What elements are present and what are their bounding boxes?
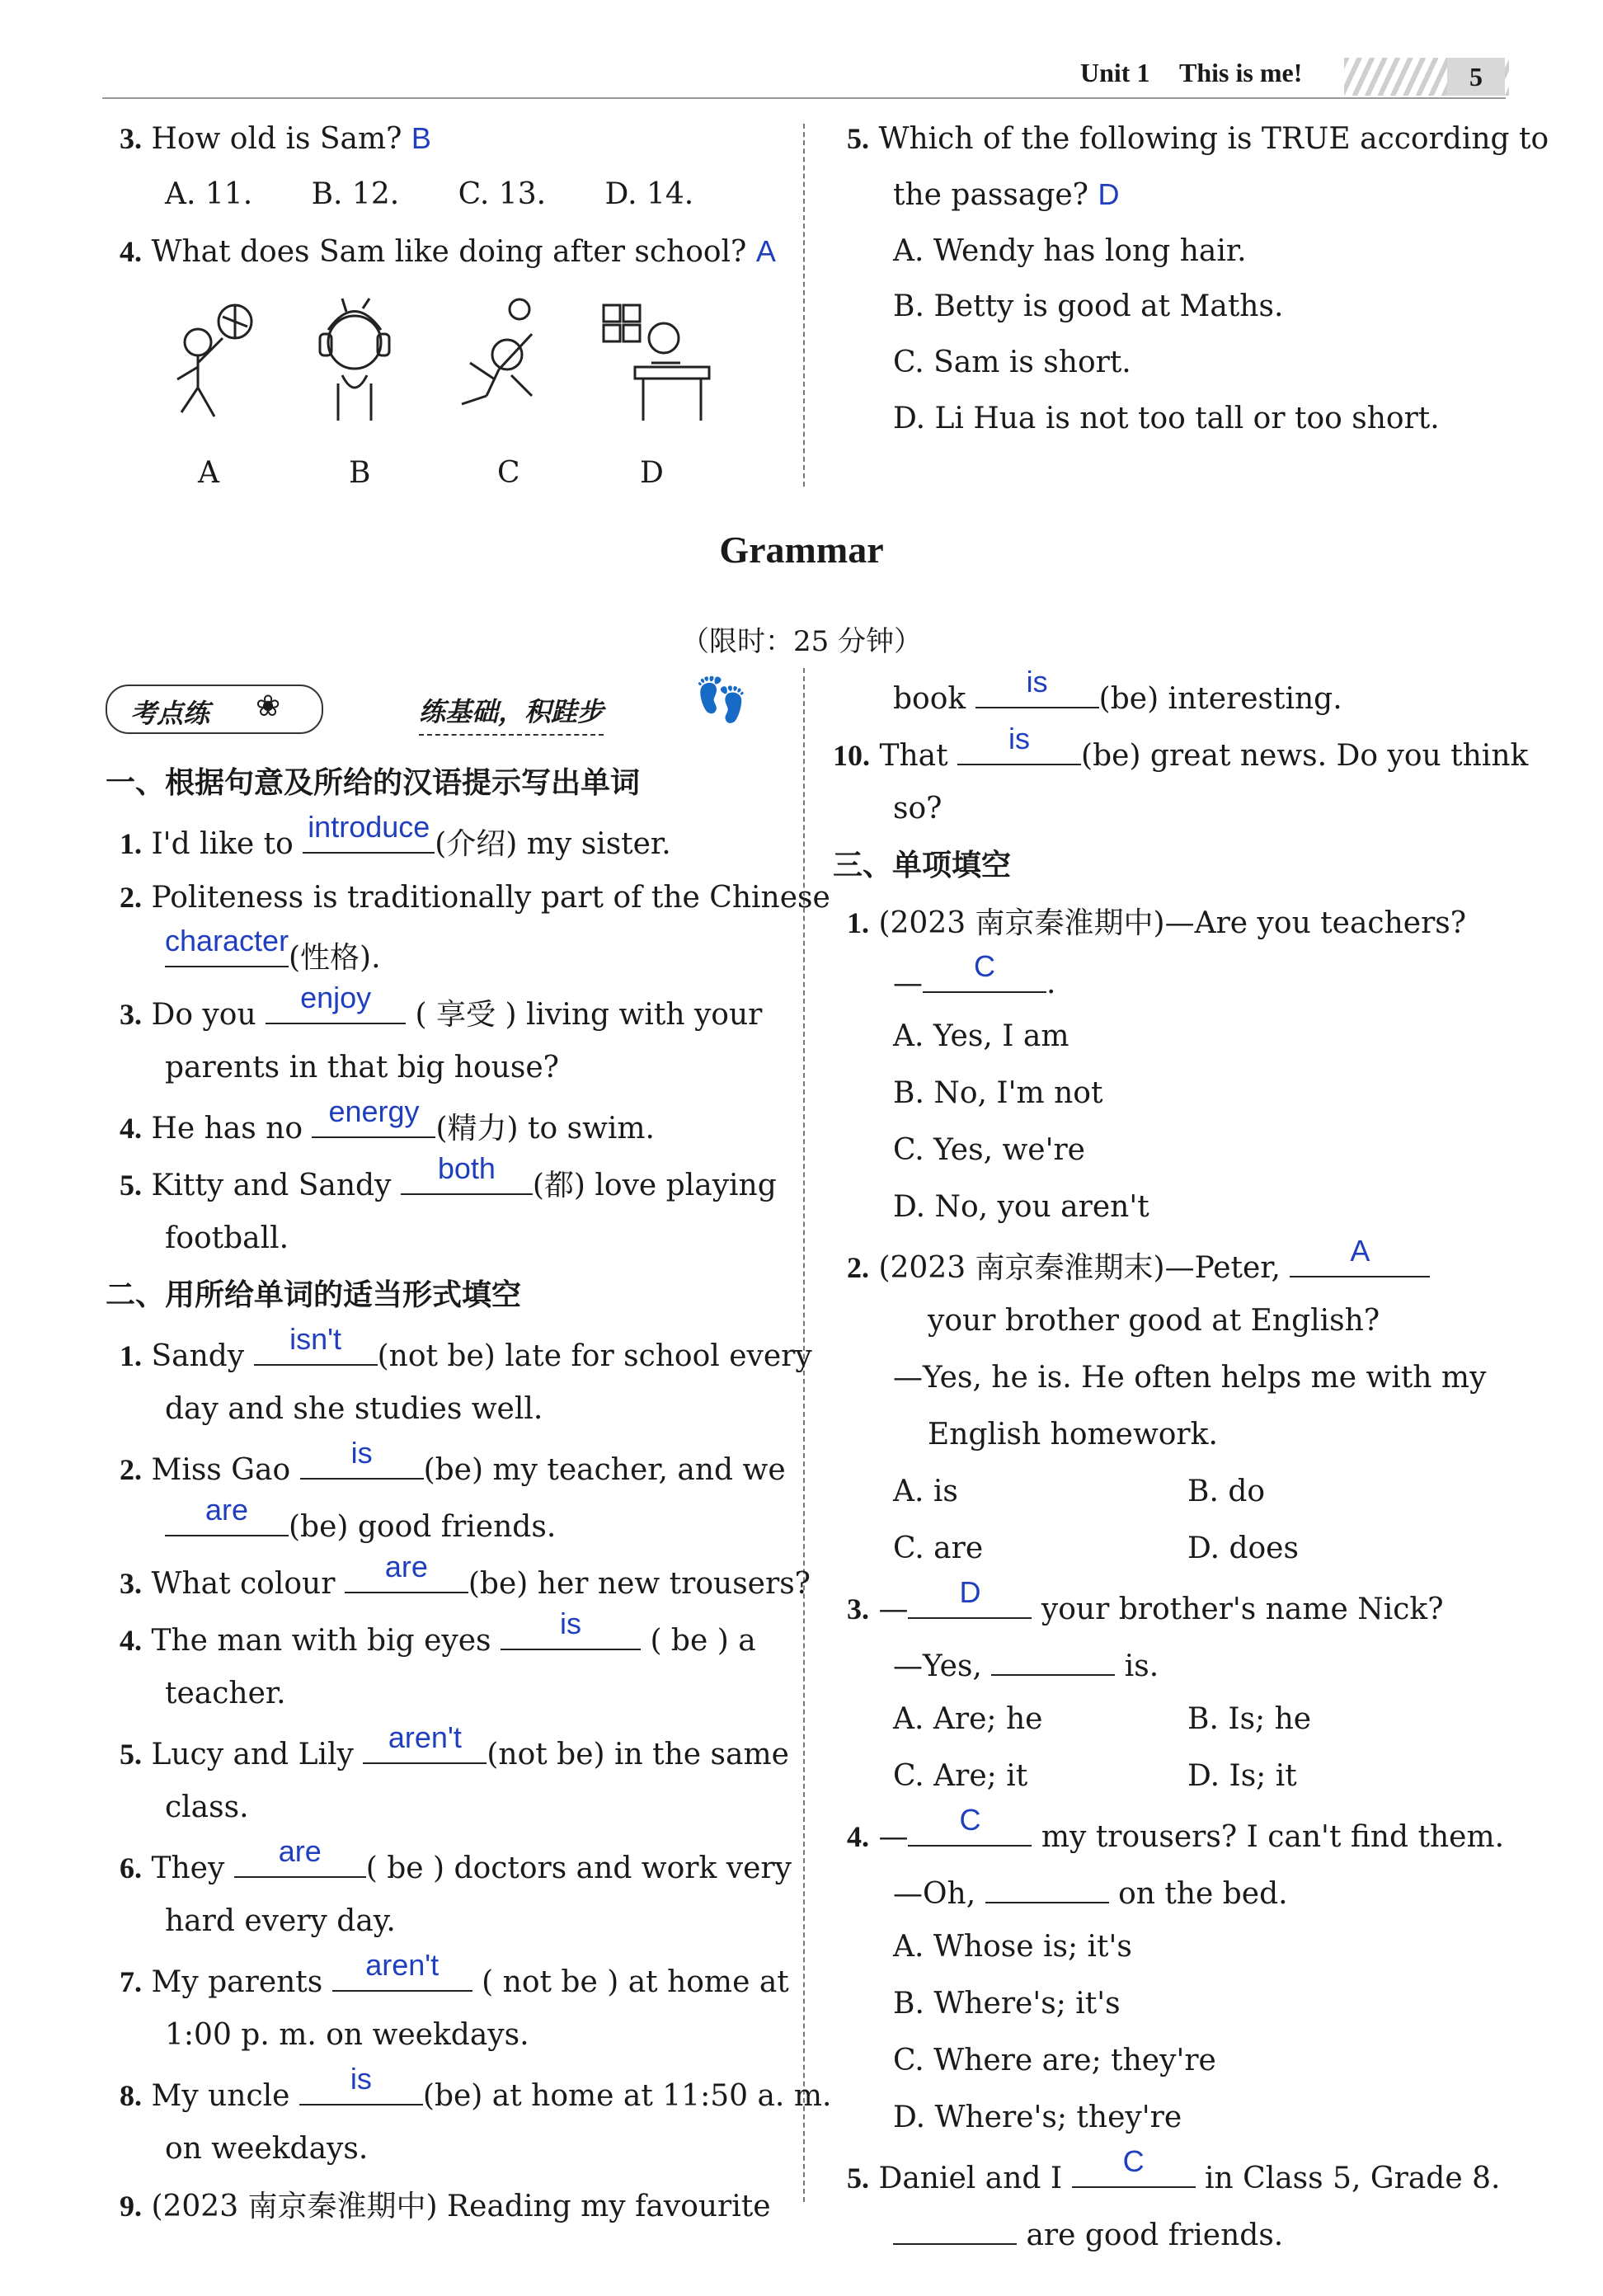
answer-blank[interactable]: C xyxy=(923,962,1046,993)
reading-q5-option-c: C. Sam is short. xyxy=(893,346,1131,379)
part3-heading: 三、单项填空 xyxy=(833,849,1012,882)
p1-item-5-line2: football. xyxy=(165,1221,289,1255)
p1-item-3-line2: parents in that big house? xyxy=(165,1051,559,1084)
page-number: 5 xyxy=(1447,58,1505,96)
p3-item-2-line4: English homework. xyxy=(928,1418,1218,1451)
p3-item-2-line2: your brother good at English? xyxy=(928,1304,1380,1338)
p2-item-4-line2: teacher. xyxy=(165,1677,286,1710)
football-boy-picture xyxy=(462,299,532,404)
answer-blank[interactable] xyxy=(991,1644,1115,1676)
p2-item-10: 10. That is (be) great news. Do you think xyxy=(833,722,1529,773)
answer-blank[interactable]: A xyxy=(1290,1246,1430,1277)
pic-label-c: C xyxy=(497,456,520,490)
part1-heading: 一、根据句意及所给的汉语提示写出单词 xyxy=(106,766,641,800)
answer-blank[interactable]: introduce xyxy=(303,822,435,854)
p3-item-2-options-ab: A. is xyxy=(893,1475,958,1508)
p1-item-3: 3. Do you enjoy ( 享受 ) living with your xyxy=(120,981,763,1032)
p3-item-4-option-b: B. Where's; it's xyxy=(893,1987,1121,2021)
p3-item-2-option-c: C. are xyxy=(893,1531,984,1565)
p2-item-1: 1. Sandy isn't (not be) late for school every xyxy=(120,1322,812,1373)
reading-q5-line2: the passage? D xyxy=(893,177,1120,212)
practice-badge xyxy=(106,685,323,734)
p3-item-1-option-a: A. Yes, I am xyxy=(893,1019,1069,1053)
column-divider-top xyxy=(803,124,805,487)
p3-item-3-option-b: B. Is; he xyxy=(1187,1702,1312,1736)
p3-item-2-option-d: D. does xyxy=(1187,1531,1299,1565)
reading-q5-option-b: B. Betty is good at Maths. xyxy=(893,289,1284,323)
p2-item-9-line2: book is (be) interesting. xyxy=(893,665,1342,716)
answer-blank[interactable]: C xyxy=(1072,2157,1196,2188)
p3-item-4-option-d: D. Where's; they're xyxy=(893,2101,1182,2134)
answer-blank[interactable]: is xyxy=(501,1619,641,1650)
p3-item-5-line2: are good friends. xyxy=(893,2214,1283,2254)
unit-title: This is me! xyxy=(1179,58,1303,87)
p2-item-2: 2. Miss Gao is (be) my teacher, and we xyxy=(120,1436,786,1487)
flower-icon: ❀ xyxy=(256,689,281,723)
p3-item-4: 4. — C my trousers? I can't find them. xyxy=(847,1803,1505,1854)
p3-item-1-line2: — C . xyxy=(893,949,1056,1000)
studying-boy-picture xyxy=(604,305,709,421)
answer-blank[interactable] xyxy=(985,1872,1109,1903)
p3-item-1-option-b: B. No, I'm not xyxy=(893,1076,1103,1110)
p2-item-10-line2: so? xyxy=(893,792,943,826)
reading-q5: 5. Which of the following is TRUE according to xyxy=(847,122,1549,156)
footprint-icon: 👣 xyxy=(694,675,748,725)
answer: D xyxy=(1098,177,1120,211)
header-rule xyxy=(102,97,1506,99)
p3-item-3-option-a: A. Are; he xyxy=(893,1702,1043,1736)
reading-q4-pictures xyxy=(157,297,717,429)
time-limit: （限时：25 分钟） xyxy=(680,625,923,658)
p2-item-8: 8. My uncle is (be) at home at 11:50 a. m. xyxy=(120,2062,832,2113)
pic-label-a: A xyxy=(198,456,219,490)
answer-blank[interactable]: D xyxy=(908,1588,1032,1619)
answer-blank[interactable]: aren't xyxy=(363,1733,487,1764)
p2-item-2-line2: are (be) good friends. xyxy=(165,1505,556,1546)
p1-item-5: 5. Kitty and Sandy both (都) love playing xyxy=(120,1151,777,1202)
p3-item-3-option-c: C. Are; it xyxy=(893,1759,1028,1793)
p3-item-5: 5. Daniel and I C in Class 5, Grade 8. xyxy=(847,2144,1501,2195)
basketball-boy-picture xyxy=(177,305,251,416)
answer: A xyxy=(755,234,776,268)
answer-blank[interactable]: both xyxy=(401,1164,533,1195)
p3-item-2: 2. (2023 南京秦淮期末)—Peter, A xyxy=(847,1246,1430,1287)
section-title: Grammar xyxy=(719,529,884,571)
reading-q4: 4. What does Sam like doing after school? A xyxy=(120,234,776,269)
reading-q5-option-d: D. Li Hua is not too tall or too short. xyxy=(893,402,1440,435)
badge-slogan: 练基础，积跬步 xyxy=(419,691,604,736)
answer-blank[interactable]: is xyxy=(299,2074,423,2105)
p3-item-3: 3. — D your brother's name Nick? xyxy=(847,1575,1444,1626)
answer-blank[interactable]: aren't xyxy=(332,1960,472,1992)
part2-heading: 二、用所给单词的适当形式填空 xyxy=(106,1278,522,1312)
p2-item-9: 9. (2023 南京秦淮期中) Reading my favourite xyxy=(120,2190,771,2223)
badge-label: 考点练 xyxy=(130,698,210,729)
answer-blank[interactable]: are xyxy=(234,1847,366,1878)
p3-item-3-option-d: D. Is; it xyxy=(1187,1759,1297,1793)
p2-item-5-line2: class. xyxy=(165,1790,249,1824)
p2-item-4: 4. The man with big eyes is ( be ) a xyxy=(120,1607,756,1658)
p2-item-3: 3. What colour are (be) her new trousers? xyxy=(120,1550,811,1601)
headphones-girl-picture xyxy=(320,299,389,421)
answer-blank[interactable]: isn't xyxy=(254,1334,378,1366)
p1-item-1: 1. I'd like to introduce (介绍) my sister. xyxy=(120,810,671,861)
unit-label: Unit 1 xyxy=(1080,58,1150,87)
p1-item-2: 2. Politeness is traditionally part of the Chinese xyxy=(120,881,830,915)
reading-q5-option-a: A. Wendy has long hair. xyxy=(893,234,1247,268)
answer-blank[interactable] xyxy=(893,2214,1017,2245)
p3-item-1-option-c: C. Yes, we're xyxy=(893,1133,1085,1167)
reading-q3-options: A. 11. B. 12. C. 13. D. 14. xyxy=(165,177,694,211)
page-header xyxy=(1072,58,1509,97)
p3-item-4-line2: —Oh, on the bed. xyxy=(893,1872,1288,1913)
pic-label-b: B xyxy=(349,456,371,490)
p2-item-8-line2: on weekdays. xyxy=(165,2132,369,2166)
p3-item-3-line2: —Yes, is. xyxy=(893,1644,1159,1685)
p2-item-7: 7. My parents aren't ( not be ) at home at xyxy=(120,1948,789,1999)
p3-item-2-option-b: B. do xyxy=(1187,1475,1266,1508)
p3-item-1: 1. (2023 南京秦淮期中)—Are you teachers? xyxy=(847,906,1467,940)
p2-item-1-line2: day and she studies well. xyxy=(165,1392,543,1426)
answer-blank[interactable]: is xyxy=(957,734,1081,765)
answer-blank[interactable]: are xyxy=(345,1562,468,1593)
p2-item-7-line2: 1:00 p. m. on weekdays. xyxy=(165,2018,529,2052)
answer-blank[interactable]: character xyxy=(165,936,289,967)
answer: B xyxy=(411,121,431,155)
answer-blank[interactable]: enjoy xyxy=(266,993,406,1024)
p2-item-6: 6. They are ( be ) doctors and work very xyxy=(120,1834,792,1885)
p2-item-6-line2: hard every day. xyxy=(165,1904,396,1938)
pic-label-d: D xyxy=(640,456,664,490)
answer-blank[interactable]: energy xyxy=(312,1107,435,1138)
reading-q3: 3. How old is Sam? B xyxy=(120,121,431,156)
answer-blank[interactable]: is xyxy=(300,1448,424,1480)
answer-blank[interactable]: C xyxy=(908,1815,1032,1847)
p2-item-5: 5. Lucy and Lily aren't (not be) in the same xyxy=(120,1720,789,1771)
p3-item-4-option-a: A. Whose is; it's xyxy=(893,1930,1132,1964)
p3-item-4-option-c: C. Where are; they're xyxy=(893,2044,1216,2077)
answer-blank[interactable]: is xyxy=(975,677,1099,708)
p3-item-1-option-d: D. No, you aren't xyxy=(893,1190,1149,1224)
p1-item-4: 4. He has no energy (精力) to swim. xyxy=(120,1094,655,1146)
p1-item-2-line2: character (性格). xyxy=(165,924,381,975)
p3-item-2-line3: —Yes, he is. He often helps me with my xyxy=(893,1361,1487,1395)
answer-blank[interactable]: are xyxy=(165,1505,289,1536)
